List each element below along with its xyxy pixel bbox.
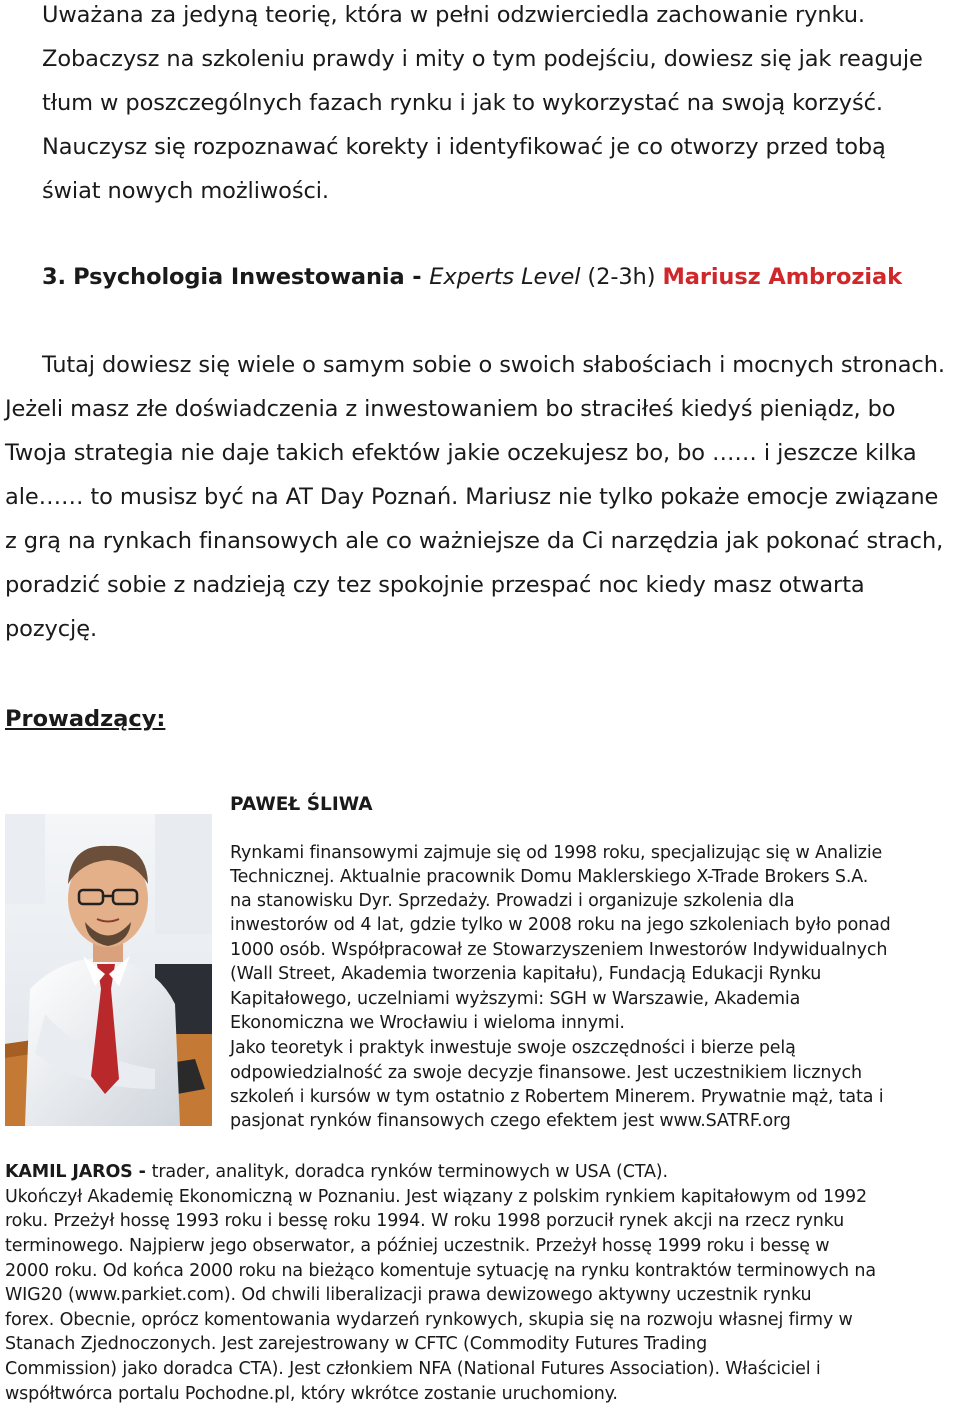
text-line: poradzić sobie z nadzieją czy tez spokojnie przespać noc kiedy masz otwarta [5, 572, 865, 598]
bio-line: Ukończył Akademię Ekonomiczną w Poznaniu. Jest wiązany z polskim rynkiem kapitałowym od 1992 [5, 1187, 867, 1207]
section-number: 3. [42, 264, 67, 290]
bio-line: Stanach Zjednoczonych. Jest zarejestrowany w CFTC (Commodity Futures Trading [5, 1334, 708, 1354]
text-line: pozycję. [5, 616, 97, 642]
presenter-title: trader, analityk, doradca rynków terminowych w USA (CTA). [151, 1162, 668, 1182]
text-line: z grą na rynkach finansowych ale co ważniejsze da Ci narzędzia jak pokonać strach, [5, 528, 944, 554]
text-line: Jeżeli masz złe doświadczenia z inwestowaniem bo straciłeś kiedyś pieniądz, bo [5, 396, 896, 422]
text-line: świat nowych możliwości. [42, 178, 329, 204]
bio-line: roku. Przeżył hossę 1993 roku i bessę roku 1994. W roku 1998 porzucił rynek akcji na rzecz rynku [5, 1211, 845, 1231]
presenter-name: PAWEŁ ŚLIWA [230, 794, 373, 815]
presenter-name: KAMIL JAROS - [5, 1162, 152, 1182]
bio-line: Commission) jako doradca CTA). Jest członkiem NFA (National Futures Association). Właściciel i [5, 1359, 821, 1379]
bio-line: (Wall Street, Akademia tworzenia kapitału), Fundacją Edukacji Rynku [230, 964, 822, 984]
bio-line: 1000 osób. Współpracował ze Stowarzyszeniem Inwestorów Indywidualnych [230, 940, 888, 960]
bio-line: na stanowisku Dyr. Sprzedaży. Prowadzi i organizuje szkolenia dla [230, 891, 795, 911]
section-speaker: Mariusz Ambroziak [662, 264, 902, 290]
bio-line: inwestorów od 4 lat, gdzie tylko w 2008 roku na jego szkoleniach było ponad [230, 915, 891, 935]
bio-line: Technicznej. Aktualnie pracownik Domu Maklerskiego X-Trade Brokers S.A. [230, 867, 869, 887]
text-line: Nauczysz się rozpoznawać korekty i identyfikować je co otworzy przed tobą [42, 134, 886, 160]
presenters-heading: Prowadzący: [5, 706, 166, 732]
bio-line: forex. Obecnie, oprócz komentowania wydarzeń rynkowych, skupia się na rozwoju własnej firmy w [5, 1310, 853, 1330]
bio-line: terminowego. Najpierw jego obserwator, a później uczestnik. Przeżył hossę 1999 roku i bessę w [5, 1236, 830, 1256]
presenter-kamil-first-line [5, 1162, 668, 1182]
text-line: Twoja strategia nie daje takich efektów jakie oczekujesz bo, bo …… i jeszcze kilka [5, 440, 917, 466]
section-level: Experts Level [429, 264, 581, 290]
bio-line: Ekonomiczna we Wrocławiu i wieloma innymi. [230, 1013, 625, 1033]
text-line: tłum w poszczególnych fazach rynku i jak to wykorzystać na swoją korzyść. [42, 90, 883, 116]
bio-line: pasjonat rynków finansowych czego efektem jest www.SATRF.org [230, 1111, 791, 1131]
text-line: Tutaj dowiesz się wiele o samym sobie o swoich słabościach i mocnych stronach. [42, 352, 945, 378]
bio-line: współtwórca portalu Pochodne.pl, który wkrótce zostanie uruchomiony. [5, 1384, 618, 1404]
bio-line: Rynkami finansowymi zajmuje się od 1998 roku, specjalizując się w Analizie [230, 843, 883, 863]
text-line: Zobaczysz na szkoleniu prawdy i mity o tym podejściu, dowiesz się jak reaguje [42, 46, 923, 72]
bio-line: Kapitałowego, uczelniami wyższymi: SGH w Warszawie, Akademia [230, 989, 801, 1009]
section-duration: (2-3h) [580, 264, 663, 290]
presenter-photo-graphic [5, 814, 212, 1126]
bio-line: Jako teoretyk i praktyk inwestuje swoje oszczędności i bierze pelą [230, 1038, 796, 1058]
section-title: Psychologia Inwestowania - [73, 264, 430, 290]
presenter-photo [5, 814, 212, 1126]
bio-line: WIG20 (www.parkiet.com). Od chwili liberalizacji prawa dewizowego aktywny uczestnik rynku [5, 1285, 812, 1305]
bio-line: odpowiedzialność za swoje decyzje finansowe. Jest uczestnikiem licznych [230, 1063, 862, 1083]
section-heading [42, 264, 902, 290]
text-line: Uważana za jedyną teorię, która w pełni odzwierciedla zachowanie rynku. [42, 2, 865, 28]
text-line: ale…… to musisz być na AT Day Poznań. Mariusz nie tylko pokaże emocje związane [5, 484, 939, 510]
bio-line: 2000 roku. Od końca 2000 roku na bieżąco komentuje sytuację na rynku kontraktów terminowych na [5, 1261, 876, 1281]
bio-line: szkoleń i kursów w tym ostatnio z Robertem Minerem. Prywatnie mąż, tata i [230, 1087, 884, 1107]
